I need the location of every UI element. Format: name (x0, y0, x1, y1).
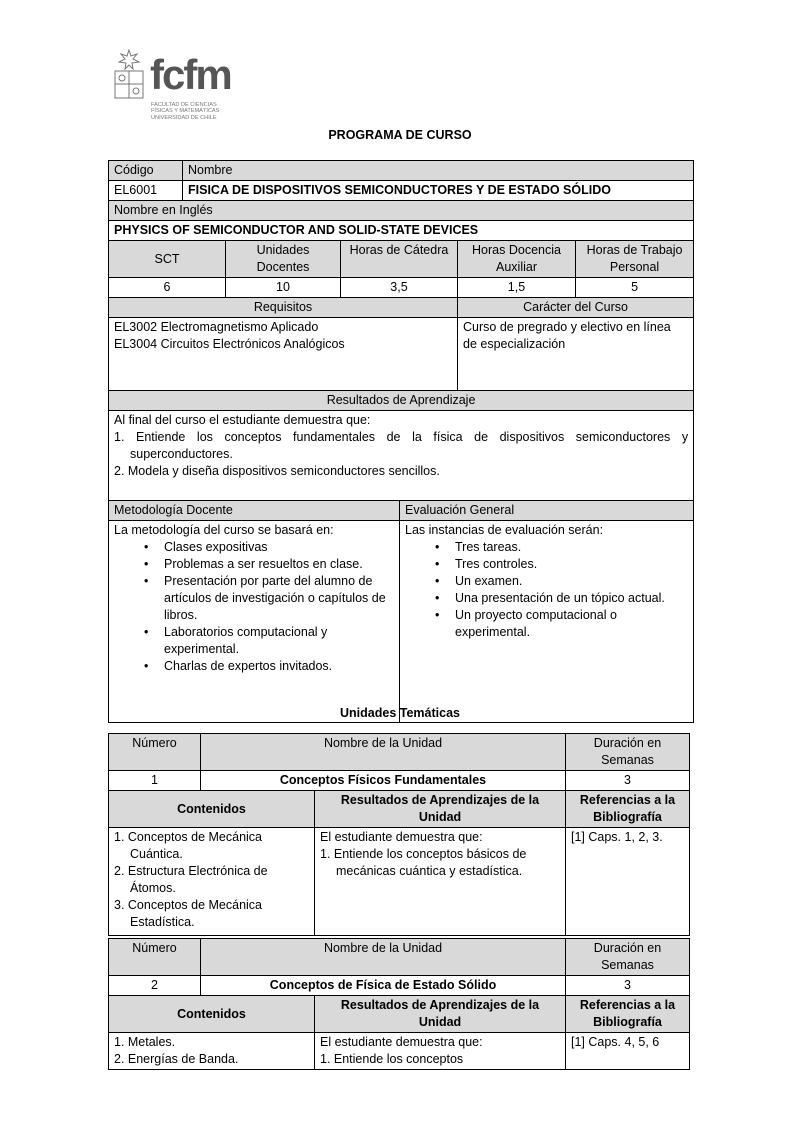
course-table (108, 160, 694, 723)
unit-duration: 3 (566, 976, 690, 996)
horas-auxiliar-value: 1,5 (458, 278, 576, 298)
metodologia-content: La metodología del curso se basará en: • Clases expositivas • Problemas a ser resueltos en clase. • Presentación por parte del alumno de artículos de investigación o capítulos de libros. • Laboratorios computacional y experimental. • Charlas de expertos invitados. (109, 521, 400, 723)
english-name-label: Nombre en Inglés (109, 201, 694, 221)
resultados-unidad-header: Resultados de Aprendizajes de la Unidad (315, 791, 566, 828)
course-code: EL6001 (109, 181, 183, 201)
course-name: FISICA DE DISPOSITIVOS SEMICONDUCTORES Y DE ESTADO SÓLIDO (183, 181, 694, 201)
unit-number: 1 (109, 771, 201, 791)
requisitos-label: Requisitos (109, 298, 458, 318)
metodologia-item: • Presentación por parte del alumno de artículos de investigación o capítulos de libros. (114, 573, 394, 624)
caracter-label: Carácter del Curso (458, 298, 694, 318)
requisito-item: EL3002 Electromagnetismo Aplicado (114, 320, 319, 334)
unit-name: Conceptos de Física de Estado Sólido (201, 976, 566, 996)
contenido-item: 2. Energías de Banda. (114, 1052, 239, 1066)
sct-value: 6 (109, 278, 226, 298)
referencias-header: Referencias a la Bibliografía (566, 791, 690, 828)
metodologia-item: • Laboratorios computacional y experimental. (114, 624, 394, 658)
evaluacion-item: • Tres tareas. (405, 539, 688, 556)
contenido-item: 3. Conceptos de Mecánica Estadística. (114, 898, 263, 929)
unit-duration: 3 (566, 771, 690, 791)
unit-resultado-item: 1. Entiende los conceptos básicos de mecánicas cuántica y estadística. (320, 847, 527, 878)
logo-wordmark: fcfm (150, 51, 231, 98)
nombre-label: Nombre (183, 161, 694, 181)
evaluacion-label: Evaluación General (400, 501, 694, 521)
unidades-title: Unidades Temáticas (340, 706, 460, 720)
unidades-docentes-value: 10 (226, 278, 341, 298)
horas-catedra-value: 3,5 (341, 278, 458, 298)
unit-name: Conceptos Físicos Fundamentales (201, 771, 566, 791)
evaluacion-content: Las instancias de evaluación serán: • Tres tareas. • Tres controles. • Un examen. • Una presentación de un tópico actual. • Un proyecto computacional o experimental. (400, 521, 694, 723)
horas-personal-value: 5 (576, 278, 694, 298)
resultados-content: Al final del curso el estudiante demuestra que: 1. Entiende los conceptos fundamentales de la física de dispositivos semiconductores y superconductores. 2. Modela y diseña dispositivos semiconductores sencillos. (109, 411, 694, 501)
codigo-label: Código (109, 161, 183, 181)
duracion-header: Duración en Semanas (566, 734, 690, 771)
horas-catedra-header: Horas de Cátedra (341, 241, 458, 278)
nombre-unidad-header: Nombre de la Unidad (201, 734, 566, 771)
metodologia-item: • Clases expositivas (114, 539, 394, 556)
numero-header: Número (109, 939, 201, 976)
unit-contenidos (109, 1033, 315, 1070)
unit-table-1 (108, 733, 690, 936)
resultado-item: 1. Entiende los conceptos fundamentales de la física de dispositivos semiconductores y superconductores. (114, 430, 689, 461)
horas-auxiliar-header: Horas Docencia Auxiliar (458, 241, 576, 278)
contenido-item: 1. Metales. (114, 1035, 176, 1049)
unit-resultado-item: 1. Entiende los conceptos (320, 1052, 464, 1066)
unidades-docentes-header: Unidades Docentes (226, 241, 341, 278)
evaluacion-item: • Un proyecto computacional o experimental. (405, 607, 688, 641)
evaluacion-item: • Tres controles. (405, 556, 688, 573)
metodologia-label: Metodología Docente (109, 501, 400, 521)
nombre-unidad-header: Nombre de la Unidad (201, 939, 566, 976)
unit-contenidos (109, 828, 315, 936)
page-title: PROGRAMA DE CURSO (328, 128, 472, 142)
referencias-header: Referencias a la Bibliografía (566, 996, 690, 1033)
duracion-header: Duración en Semanas (566, 939, 690, 976)
unit-referencias: [1] Caps. 4, 5, 6 (566, 1033, 690, 1070)
horas-personal-header: Horas de Trabajo Personal (576, 241, 694, 278)
requisitos-list (109, 318, 458, 391)
caracter-value: Curso de pregrado y electivo en línea de especialización (458, 318, 694, 391)
fcfm-logo (112, 46, 242, 130)
evaluacion-item: • Un examen. (405, 573, 688, 590)
contenido-item: 2. Estructura Electrónica de Átomos. (114, 864, 268, 895)
contenido-item: 1. Conceptos de Mecánica Cuántica. (114, 830, 263, 861)
evaluacion-item: • Una presentación de un tópico actual. (405, 590, 688, 607)
unit-table-2 (108, 938, 690, 1070)
resultados-unidad-header: Resultados de Aprendizajes de la Unidad (315, 996, 566, 1033)
university-seal-icon (112, 48, 146, 100)
logo-subtitle: FACULTAD DE CIENCIAS FÍSICAS Y MATEMÁTICAS UNIVERSIDAD DE CHILE (151, 102, 220, 121)
requisito-item: EL3004 Circuitos Electrónicos Analógicos (114, 337, 345, 351)
metodologia-item: • Charlas de expertos invitados. (114, 658, 394, 675)
unit-number: 2 (109, 976, 201, 996)
unit-resultados: El estudiante demuestra que: 1. Entiende los conceptos (315, 1033, 566, 1070)
resultados-label: Resultados de Aprendizaje (109, 391, 694, 411)
english-name: PHYSICS OF SEMICONDUCTOR AND SOLID-STATE DEVICES (109, 221, 694, 241)
metodologia-item: • Problemas a ser resueltos en clase. (114, 556, 394, 573)
unit-referencias: [1] Caps. 1, 2, 3. (566, 828, 690, 936)
numero-header: Número (109, 734, 201, 771)
sct-header: SCT (109, 241, 226, 278)
resultado-item: 2. Modela y diseña dispositivos semiconductores sencillos. (114, 464, 440, 478)
unit-resultados: El estudiante demuestra que: 1. Entiende los conceptos básicos de mecánicas cuántica y estadística. (315, 828, 566, 936)
contenidos-header: Contenidos (109, 996, 315, 1033)
contenidos-header: Contenidos (109, 791, 315, 828)
